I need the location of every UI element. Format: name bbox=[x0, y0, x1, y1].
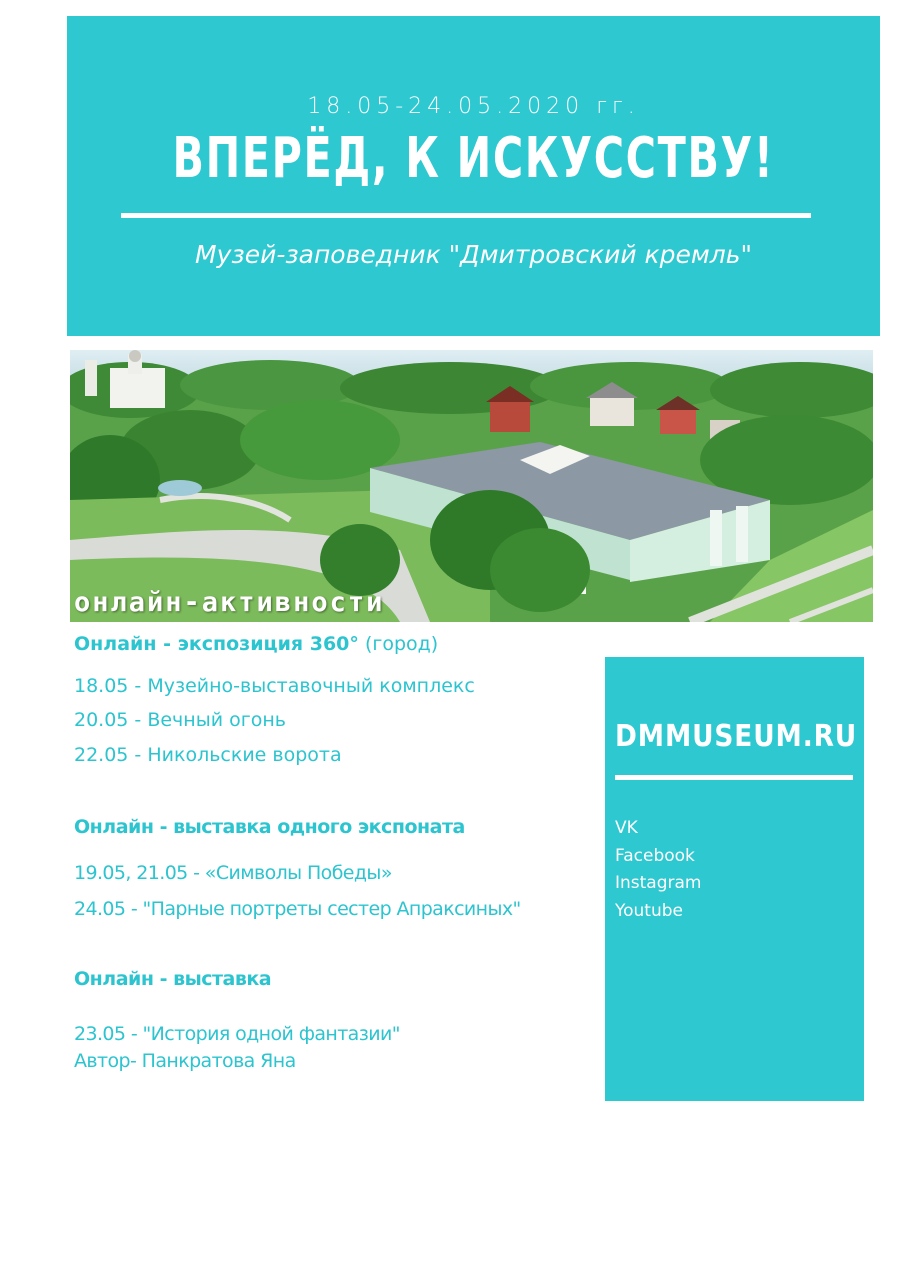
social-link-vk[interactable]: VK bbox=[615, 818, 638, 838]
section-title-note: (город) bbox=[358, 633, 439, 655]
social-links bbox=[615, 815, 702, 925]
sidebar-panel bbox=[605, 657, 864, 1101]
list-item: 23.05 - "История одной фантазии" bbox=[74, 1023, 400, 1045]
list-item: 22.05 - Никольские ворота bbox=[74, 744, 342, 766]
list-item: 24.05 - "Парные портреты сестер Апраксиных" bbox=[74, 898, 521, 920]
website-link[interactable]: DMMUSEUM.RU bbox=[615, 719, 858, 754]
social-link-instagram[interactable]: Instagram bbox=[615, 873, 702, 893]
social-link-youtube[interactable]: Youtube bbox=[615, 900, 683, 921]
museum-name: Музей-заповедник "Дмитровский кремль" bbox=[195, 240, 752, 269]
list-item: 20.05 - Вечный огонь bbox=[74, 709, 286, 731]
section-title-bold: Онлайн - экспозиция 360° bbox=[74, 633, 359, 655]
list-item: 19.05, 21.05 - «Символы Победы» bbox=[74, 862, 392, 884]
social-link-facebook[interactable]: Facebook bbox=[615, 845, 695, 866]
museum-photo bbox=[70, 350, 873, 622]
event-dates: 18.05-24.05.2020 гг. bbox=[307, 94, 640, 119]
section-title-exhibition: Онлайн - выставка bbox=[74, 968, 272, 990]
list-item: Автор- Панкратова Яна bbox=[74, 1050, 296, 1072]
photo-caption: онлайн-активности bbox=[74, 587, 385, 618]
page-title: ВПЕРЁД, К ИСКУССТВУ! bbox=[172, 126, 775, 191]
section-title-single-exhibit: Онлайн - выставка одного экспоната bbox=[74, 816, 465, 838]
section-title-360 bbox=[74, 633, 438, 655]
title-divider bbox=[121, 213, 811, 218]
museum-aerial-illustration bbox=[70, 350, 873, 622]
list-item: 18.05 - Музейно-выставочный комплекс bbox=[74, 675, 475, 697]
header-banner bbox=[67, 16, 880, 336]
sidebar-divider bbox=[615, 775, 853, 780]
